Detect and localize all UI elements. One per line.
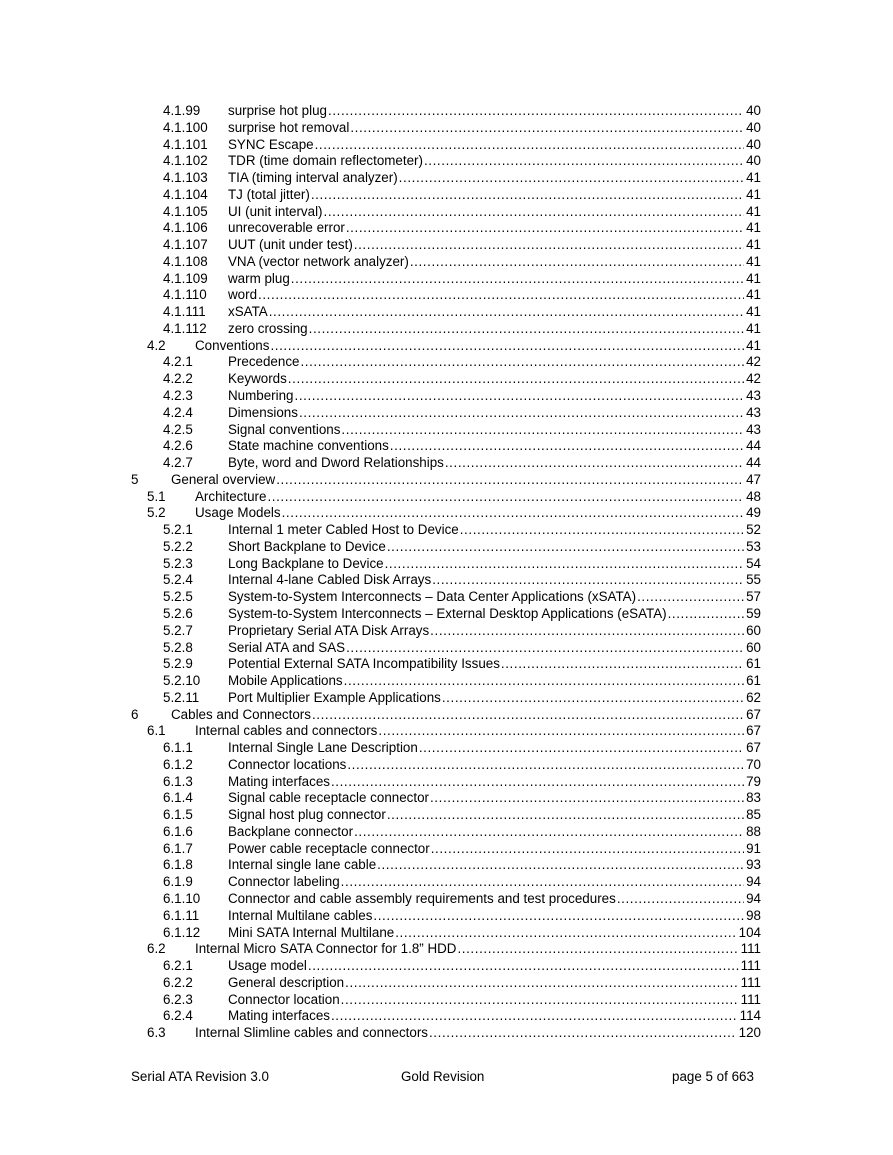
toc-entry[interactable]: [0, 522, 893, 539]
toc-entry-title: UUT (unit under test): [228, 237, 353, 253]
toc-entry-title: TJ (total jitter): [228, 186, 310, 202]
toc-entry-number: 5.2: [147, 505, 166, 521]
toc-entry-page: 83: [746, 790, 761, 806]
toc-entry-page: 62: [746, 689, 761, 705]
toc-entry-page: 60: [746, 622, 761, 638]
toc-entry[interactable]: [0, 539, 893, 556]
toc-entry-title: Signal cable receptacle connector: [228, 790, 429, 806]
toc-entry-page: 85: [746, 807, 761, 823]
dot-leader: [430, 790, 744, 807]
toc-entry-title: Internal Multilane cables: [228, 907, 373, 923]
dot-leader: [385, 556, 745, 573]
toc-entry-page: 91: [746, 840, 761, 856]
toc-entry[interactable]: [0, 556, 893, 573]
toc-entry-title: Potential External SATA Incompatibility Issues: [228, 656, 500, 672]
toc-entry-title: Conventions: [195, 337, 270, 353]
toc-entry-number: 4.2.5: [163, 421, 193, 437]
toc-entry[interactable]: [0, 438, 893, 455]
toc-entry-page: 114: [739, 1008, 761, 1024]
toc-entry-page: 41: [746, 220, 761, 236]
toc-entry[interactable]: [0, 958, 893, 975]
dot-leader: [346, 640, 744, 657]
toc-entry-title: surprise hot removal: [228, 119, 350, 135]
dot-leader: [377, 857, 744, 874]
dot-leader: [267, 489, 744, 506]
toc-entry-title: Internal Slimline cables and connectors: [195, 1025, 428, 1041]
dot-leader: [312, 707, 744, 724]
toc-entry-number: 6.1.2: [163, 756, 193, 772]
toc-entry-number: 6.3: [147, 1025, 166, 1041]
dot-leader: [445, 455, 744, 472]
toc-entry[interactable]: [0, 606, 893, 623]
toc-entry-page: 67: [746, 706, 761, 722]
toc-entry[interactable]: [0, 874, 893, 891]
toc-entry[interactable]: [0, 405, 893, 422]
toc-entry-number: 4.1.109: [163, 270, 208, 286]
toc-entry-page: 47: [746, 471, 761, 487]
toc-entry-number: 5.2.9: [163, 656, 193, 672]
dot-leader: [282, 505, 744, 522]
toc-entry-page: 98: [746, 907, 761, 923]
toc-entry[interactable]: [0, 455, 893, 472]
toc-entry-page: 94: [746, 890, 761, 906]
toc-entry-title: Power cable receptacle connector: [228, 840, 430, 856]
toc-entry-page: 111: [740, 974, 761, 990]
toc-entry-page: 44: [746, 438, 761, 454]
toc-entry-page: 41: [746, 337, 761, 353]
dot-leader: [399, 170, 744, 187]
toc-entry-title: Proprietary Serial ATA Disk Arrays: [228, 622, 430, 638]
toc-entry-number: 6.2: [147, 941, 166, 957]
toc-entry-number: 4.2: [147, 337, 166, 353]
toc-entry-title: Backplane connector: [228, 823, 354, 839]
toc-entry-title: Internal 1 meter Cabled Host to Device: [228, 522, 459, 538]
toc-entry-number: 4.1.112: [163, 320, 207, 336]
toc-entry-title: UI (unit interval): [228, 203, 323, 219]
toc-entry-title: Signal conventions: [228, 421, 341, 437]
toc-entry[interactable]: [0, 707, 893, 724]
toc-entry[interactable]: [0, 589, 893, 606]
toc-entry[interactable]: [0, 941, 893, 958]
toc-entry-page: 42: [746, 371, 761, 387]
toc-entry-number: 6.1.5: [163, 807, 193, 823]
toc-entry-number: 5.2.10: [163, 673, 201, 689]
toc-entry-number: 6.2.4: [163, 1008, 193, 1024]
toc-entry[interactable]: [0, 623, 893, 640]
toc-entry-title: Port Multiplier Example Applications: [228, 689, 441, 705]
dot-leader: [295, 388, 745, 405]
toc-entry-title: Keywords: [228, 371, 287, 387]
toc-entry-number: 5.1: [147, 488, 166, 504]
toc-entry-title: General description: [228, 974, 345, 990]
dot-leader: [410, 254, 744, 271]
dot-leader: [258, 287, 744, 304]
toc-entry-title: Internal Single Lane Description: [228, 740, 418, 756]
toc-entry-number: 6.1.3: [163, 773, 193, 789]
toc-entry-number: 6.1.1: [163, 740, 193, 756]
toc-entry-number: 6.1.7: [163, 840, 193, 856]
toc-entry-title: Usage Models: [195, 505, 281, 521]
toc-entry-page: 42: [746, 354, 761, 370]
toc-entry[interactable]: [0, 354, 893, 371]
toc-entry[interactable]: [0, 489, 893, 506]
toc-entry-page: 43: [746, 388, 761, 404]
toc-entry[interactable]: [0, 220, 893, 237]
dot-leader: [457, 941, 738, 958]
dot-leader: [395, 925, 736, 942]
dot-leader: [300, 354, 744, 371]
toc-entry-page: 44: [746, 455, 761, 471]
dot-leader: [328, 103, 744, 120]
dot-leader: [347, 757, 744, 774]
dot-leader: [350, 120, 744, 137]
toc-entry-page: 40: [746, 153, 761, 169]
toc-entry-title: Dimensions: [228, 404, 298, 420]
toc-entry-title: Connector location: [228, 991, 340, 1007]
toc-entry-page: 60: [746, 639, 761, 655]
toc-entry-page: 49: [746, 505, 761, 521]
toc-entry-number: 4.1.104: [163, 186, 208, 202]
toc-entry-number: 5.2.8: [163, 639, 193, 655]
toc-entry[interactable]: [0, 237, 893, 254]
toc-entry-title: Byte, word and Dword Relationships: [228, 455, 444, 471]
table-of-contents: [0, 103, 893, 1042]
toc-entry-number: 6.1.12: [163, 924, 201, 940]
toc-entry-number: 4.2.3: [163, 388, 193, 404]
toc-entry-page: 61: [746, 656, 761, 672]
dot-leader: [308, 958, 739, 975]
dot-leader: [341, 992, 739, 1009]
toc-entry-title: System-to-System Interconnects – Data Center Applications (xSATA): [228, 589, 637, 605]
toc-entry-number: 4.2.7: [163, 455, 193, 471]
toc-entry[interactable]: [0, 908, 893, 925]
toc-entry-title: Signal host plug connector: [228, 807, 386, 823]
toc-entry[interactable]: [0, 254, 893, 271]
dot-leader: [431, 841, 744, 858]
dot-leader: [324, 204, 745, 221]
toc-entry[interactable]: [0, 103, 893, 120]
toc-entry-title: Connector labeling: [228, 874, 340, 890]
toc-entry-number: 5: [131, 471, 139, 487]
toc-entry[interactable]: [0, 723, 893, 740]
dot-leader: [346, 220, 744, 237]
toc-entry-title: TIA (timing interval analyzer): [228, 170, 398, 186]
dot-leader: [378, 723, 744, 740]
toc-entry-number: 4.1.106: [163, 220, 208, 236]
toc-entry[interactable]: [0, 841, 893, 858]
dot-leader: [331, 1008, 738, 1025]
toc-entry[interactable]: [0, 271, 893, 288]
toc-entry[interactable]: [0, 287, 893, 304]
toc-entry-number: 5.2.6: [163, 605, 193, 621]
toc-entry-number: 6.1: [147, 723, 166, 739]
toc-entry-title: Architecture: [195, 488, 267, 504]
toc-entry[interactable]: [0, 690, 893, 707]
toc-entry-page: 59: [746, 605, 761, 621]
toc-entry-title: warm plug: [228, 270, 290, 286]
toc-entry-title: Precedence: [228, 354, 300, 370]
toc-entry-title: Connector locations: [228, 756, 347, 772]
toc-entry-page: 41: [746, 320, 761, 336]
toc-entry[interactable]: [0, 304, 893, 321]
toc-entry-title: Connector and cable assembly requirements and test procedures: [228, 890, 616, 906]
toc-entry-number: 6.1.11: [163, 907, 200, 923]
toc-entry[interactable]: [0, 137, 893, 154]
toc-entry-title: surprise hot plug: [228, 103, 327, 118]
toc-entry-page: 57: [746, 589, 761, 605]
toc-entry-page: 111: [740, 958, 761, 974]
toc-entry[interactable]: [0, 925, 893, 942]
toc-entry-page: 67: [746, 740, 761, 756]
dot-leader: [387, 807, 744, 824]
dot-leader: [331, 774, 744, 791]
toc-entry-number: 4.1.100: [163, 119, 208, 135]
toc-entry-page: 41: [746, 186, 761, 202]
dot-leader: [341, 422, 744, 439]
dot-leader: [637, 589, 744, 606]
dot-leader: [617, 891, 744, 908]
toc-entry-number: 5.2.3: [163, 555, 193, 571]
toc-entry-title: Mobile Applications: [228, 673, 343, 689]
dot-leader: [668, 606, 745, 623]
toc-entry[interactable]: [0, 824, 893, 841]
dot-leader: [315, 137, 745, 154]
toc-entry[interactable]: [0, 388, 893, 405]
toc-entry-page: 67: [746, 723, 761, 739]
toc-entry[interactable]: [0, 120, 893, 137]
toc-entry-title: zero crossing: [228, 320, 308, 336]
toc-entry-page: 93: [746, 857, 761, 873]
toc-entry-number: 4.1.107: [163, 237, 208, 253]
toc-entry-number: 6: [131, 706, 139, 722]
dot-leader: [341, 874, 744, 891]
dot-leader: [390, 438, 744, 455]
toc-entry-page: 94: [746, 874, 761, 890]
toc-entry-number: 5.2.11: [163, 689, 200, 705]
dot-leader: [432, 572, 744, 589]
toc-entry-title: word: [228, 287, 258, 303]
toc-entry[interactable]: [0, 321, 893, 338]
toc-entry-title: VNA (vector network analyzer): [228, 253, 409, 269]
toc-entry-number: 5.2.7: [163, 622, 193, 638]
toc-entry[interactable]: [0, 757, 893, 774]
toc-entry-number: 5.2.5: [163, 589, 193, 605]
toc-entry-title: Internal Micro SATA Connector for 1.8” HDD: [195, 941, 457, 957]
toc-entry-page: 111: [740, 941, 761, 957]
dot-leader: [269, 304, 744, 321]
dot-leader: [354, 824, 744, 841]
toc-entry[interactable]: [0, 153, 893, 170]
toc-entry-page: 79: [746, 773, 761, 789]
toc-entry-number: 5.2.4: [163, 572, 193, 588]
toc-entry[interactable]: [0, 857, 893, 874]
toc-entry-number: 4.1.108: [163, 253, 208, 269]
dot-leader: [501, 656, 744, 673]
toc-entry-page: 41: [746, 287, 761, 303]
toc-entry-page: 54: [746, 555, 761, 571]
dot-leader: [460, 522, 744, 539]
toc-entry-title: System-to-System Interconnects – External Desktop Applications (eSATA): [228, 605, 667, 621]
dot-leader: [270, 338, 744, 355]
toc-entry-title: Cables and Connectors: [171, 706, 311, 722]
toc-entry[interactable]: [0, 992, 893, 1009]
toc-entry-page: 111: [740, 991, 761, 1007]
dot-leader: [288, 371, 744, 388]
dot-leader: [276, 472, 744, 489]
toc-entry-number: 4.1.105: [163, 203, 208, 219]
toc-entry[interactable]: [0, 640, 893, 657]
toc-entry-number: 6.1.4: [163, 790, 193, 806]
toc-entry-number: 4.2.6: [163, 438, 193, 454]
toc-entry[interactable]: [0, 807, 893, 824]
toc-entry[interactable]: [0, 187, 893, 204]
toc-entry-page: 43: [746, 421, 761, 437]
toc-entry-number: 4.1.102: [163, 153, 208, 169]
toc-entry-page: 41: [746, 304, 761, 320]
toc-entry-title: TDR (time domain reflectometer): [228, 153, 423, 169]
toc-entry[interactable]: [0, 505, 893, 522]
dot-leader: [373, 908, 744, 925]
toc-entry-page: 41: [746, 237, 761, 253]
toc-entry-page: 41: [746, 203, 761, 219]
toc-entry-page: 88: [746, 823, 761, 839]
toc-entry-page: 41: [746, 253, 761, 269]
toc-entry-number: 6.1.8: [163, 857, 193, 873]
footer-document-title: Serial ATA Revision 3.0: [131, 1069, 269, 1084]
dot-leader: [345, 975, 739, 992]
toc-entry-number: 4.1.110: [163, 287, 207, 303]
toc-entry-title: State machine conventions: [228, 438, 389, 454]
toc-entry-page: 40: [746, 136, 761, 152]
toc-entry[interactable]: [0, 472, 893, 489]
toc-entry[interactable]: [0, 774, 893, 791]
toc-entry-title: Numbering: [228, 388, 294, 404]
toc-entry-number: 6.2.3: [163, 991, 193, 1007]
toc-entry[interactable]: [0, 204, 893, 221]
toc-entry-title: xSATA: [228, 304, 268, 320]
toc-entry-title: unrecoverable error: [228, 220, 345, 236]
toc-entry[interactable]: [0, 1008, 893, 1025]
toc-entry-page: 104: [738, 924, 761, 940]
dot-leader: [309, 321, 744, 338]
toc-entry-page: 41: [746, 270, 761, 286]
toc-entry-number: 6.1.9: [163, 874, 193, 890]
toc-entry[interactable]: [0, 170, 893, 187]
toc-entry[interactable]: [0, 656, 893, 673]
toc-entry-title: Short Backplane to Device: [228, 538, 386, 554]
toc-entry-title: SYNC Escape: [228, 136, 314, 152]
dot-leader: [419, 740, 744, 757]
toc-entry-number: 4.1.99: [163, 103, 201, 118]
toc-entry-number: 6.1.6: [163, 823, 193, 839]
page-footer: [0, 1069, 893, 1087]
toc-entry-page: 40: [746, 119, 761, 135]
toc-entry[interactable]: [0, 338, 893, 355]
toc-entry-title: Mating interfaces: [228, 773, 330, 789]
toc-entry-title: Long Backplane to Device: [228, 555, 384, 571]
toc-entry-title: Usage model: [228, 958, 307, 974]
toc-entry-title: Serial ATA and SAS: [228, 639, 346, 655]
footer-page-number: page 5 of 663: [672, 1069, 754, 1084]
toc-entry[interactable]: [0, 422, 893, 439]
toc-entry[interactable]: [0, 790, 893, 807]
dot-leader: [291, 271, 744, 288]
toc-entry-page: 41: [746, 170, 761, 186]
toc-entry-number: 4.1.103: [163, 170, 208, 186]
toc-entry[interactable]: [0, 975, 893, 992]
toc-entry[interactable]: [0, 891, 893, 908]
toc-entry-page: 120: [738, 1025, 761, 1041]
toc-entry[interactable]: [0, 673, 893, 690]
toc-entry[interactable]: [0, 1025, 893, 1042]
dot-leader: [311, 187, 744, 204]
toc-entry-number: 4.1.101: [163, 136, 208, 152]
toc-entry-number: 5.2.2: [163, 538, 193, 554]
toc-entry-page: 40: [746, 103, 761, 118]
toc-entry[interactable]: [0, 572, 893, 589]
toc-entry-number: 4.2.1: [163, 354, 193, 370]
toc-entry-title: Mating interfaces: [228, 1008, 330, 1024]
toc-entry-number: 4.1.111: [163, 304, 206, 320]
toc-entry[interactable]: [0, 740, 893, 757]
toc-entry-title: Internal 4-lane Cabled Disk Arrays: [228, 572, 432, 588]
toc-entry-page: 52: [746, 522, 761, 538]
toc-entry-page: 55: [746, 572, 761, 588]
footer-revision: Gold Revision: [401, 1069, 485, 1084]
dot-leader: [424, 153, 744, 170]
toc-entry-number: 4.2.4: [163, 404, 193, 420]
toc-entry-page: 53: [746, 538, 761, 554]
toc-entry-number: 4.2.2: [163, 371, 193, 387]
dot-leader: [442, 690, 744, 707]
toc-entry-page: 61: [746, 673, 761, 689]
toc-entry-page: 43: [746, 404, 761, 420]
toc-entry[interactable]: [0, 371, 893, 388]
toc-entry-title: Mini SATA Internal Multilane: [228, 924, 395, 940]
toc-entry-number: 6.1.10: [163, 890, 201, 906]
dot-leader: [387, 539, 744, 556]
dot-leader: [344, 673, 744, 690]
dot-leader: [354, 237, 744, 254]
toc-entry-title: General overview: [171, 471, 276, 487]
toc-entry-number: 5.2.1: [163, 522, 193, 538]
dot-leader: [299, 405, 744, 422]
toc-entry-title: Internal single lane cable: [228, 857, 377, 873]
toc-entry-number: 6.2.1: [163, 958, 193, 974]
toc-entry-title: Internal cables and connectors: [195, 723, 378, 739]
toc-entry-number: 6.2.2: [163, 974, 193, 990]
dot-leader: [430, 623, 744, 640]
dot-leader: [429, 1025, 737, 1042]
toc-entry-page: 70: [746, 756, 761, 772]
toc-entry-page: 48: [746, 488, 761, 504]
